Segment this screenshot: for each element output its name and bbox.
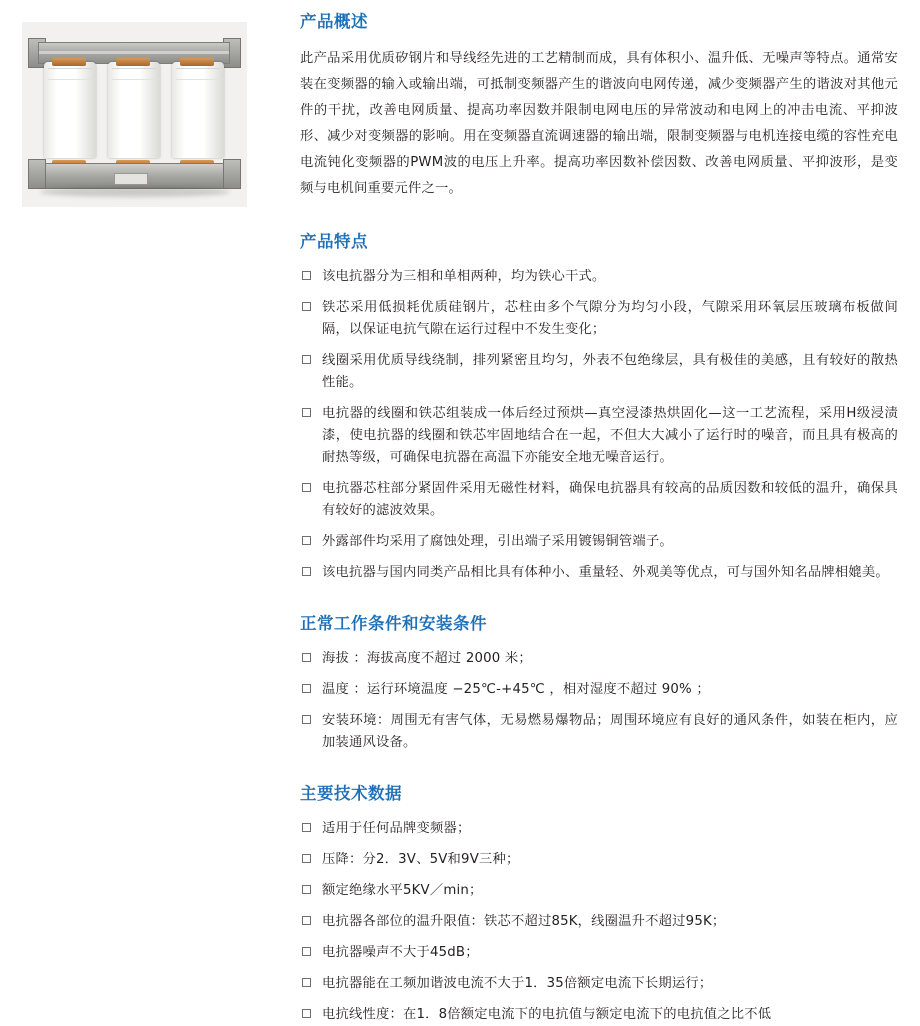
list-item bbox=[300, 973, 898, 995]
section-title-overview: 产品概述 bbox=[300, 12, 368, 31]
checkbox-icon bbox=[302, 302, 311, 311]
specs-list bbox=[300, 818, 898, 1026]
checkbox-icon bbox=[302, 684, 311, 693]
list-item bbox=[300, 266, 898, 288]
list-item bbox=[300, 849, 898, 871]
list-item bbox=[300, 350, 898, 394]
list-item-text: 该电抗器与国内同类产品相比具有体种小、重量轻、外观美等优点，可与国外知名品牌相媲美。 bbox=[322, 565, 889, 580]
checkbox-icon bbox=[302, 567, 311, 576]
list-item-text: 适用于任何品牌变频器； bbox=[322, 821, 471, 836]
list-item bbox=[300, 818, 898, 840]
list-item bbox=[300, 710, 898, 754]
list-item-text: 压降：分2．3V、5V和9V三种； bbox=[322, 852, 520, 867]
features-list bbox=[300, 266, 898, 584]
checkbox-icon bbox=[302, 408, 311, 417]
list-item bbox=[300, 679, 898, 701]
checkbox-icon bbox=[302, 1009, 311, 1018]
list-item bbox=[300, 297, 898, 341]
checkbox-icon bbox=[302, 978, 311, 987]
list-item-text: 铁芯采用低损耗优质硅钢片，芯柱由多个气隙分为均匀小段，气隙采用环氧层压玻璃布板做间隔，以保证电抗气隙在运行过程中不发生变化； bbox=[322, 300, 898, 337]
mounting-ear-bottom-right bbox=[223, 159, 241, 189]
list-item-text: 安装环境：周围无有害气体，无易燃易爆物品；周围环境应有良好的通风条件，如装在柜内，应加装通风设备。 bbox=[322, 713, 898, 750]
list-item-text: 外露部件均采用了腐蚀处理，引出端子采用镀锡铜管端子。 bbox=[322, 534, 673, 549]
product-image-column bbox=[0, 0, 300, 901]
list-item bbox=[300, 531, 898, 553]
checkbox-icon bbox=[302, 715, 311, 724]
checkbox-icon bbox=[302, 653, 311, 662]
list-item-text: 电抗器噪声不大于45dB； bbox=[322, 945, 479, 960]
list-item bbox=[300, 478, 898, 522]
photo-shadow bbox=[40, 187, 230, 197]
conditions-list bbox=[300, 648, 898, 754]
list-item bbox=[300, 911, 898, 933]
list-item-text: 电抗线性度：在1．8倍额定电流下的电抗值与额定电流下的电抗值之比不低 bbox=[322, 1007, 772, 1022]
list-item bbox=[300, 562, 898, 584]
checkbox-icon bbox=[302, 536, 311, 545]
section-title-features: 产品特点 bbox=[300, 232, 368, 251]
checkbox-icon bbox=[302, 885, 311, 894]
list-item bbox=[300, 1004, 898, 1026]
list-item bbox=[300, 403, 898, 469]
list-item-text: 电抗器芯柱部分紧固件采用无磁性材料，确保电抗器具有较高的品质因数和较低的温升，确保具有较好的滤波效果。 bbox=[322, 481, 898, 518]
section-title-specs: 主要技术数据 bbox=[300, 784, 402, 803]
copper-terminal-top-2 bbox=[116, 58, 150, 66]
list-item-text: 海拔 ：海拔高度不超过 2000 米； bbox=[322, 651, 532, 666]
list-item bbox=[300, 942, 898, 964]
checkbox-icon bbox=[302, 854, 311, 863]
coil-phase-1 bbox=[44, 62, 96, 158]
section-technical-data bbox=[300, 780, 898, 1026]
section-overview bbox=[300, 0, 898, 202]
nameplate-label bbox=[114, 173, 148, 185]
list-item bbox=[300, 880, 898, 902]
list-item-text: 该电抗器分为三相和单相两种，均为铁心干式。 bbox=[322, 269, 606, 284]
list-item-text: 电抗器各部位的温升限值：铁芯不超过85K，线圈温升不超过95K； bbox=[322, 914, 726, 929]
checkbox-icon bbox=[302, 271, 311, 280]
copper-terminal-top-1 bbox=[52, 58, 86, 66]
section-features bbox=[300, 228, 898, 584]
product-photo-inner bbox=[22, 22, 247, 207]
list-item-text: 电抗器的线圈和铁芯组装成一体后经过预烘—真空浸漆热烘固化—这一工艺流程，采用H级浸渍漆，使电抗器的线圈和铁芯牢固地结合在一起，不但大大减小了运行时的噪音，而且具有极高的耐热等级，可确保电抗器在高温下亦能安全地无噪音运行。 bbox=[322, 406, 898, 465]
section-title-conditions: 正常工作条件和安装条件 bbox=[300, 614, 487, 633]
section-operating-conditions bbox=[300, 610, 898, 754]
checkbox-icon bbox=[302, 483, 311, 492]
list-item bbox=[300, 648, 898, 670]
checkbox-icon bbox=[302, 947, 311, 956]
list-item-text: 线圈采用优质导线绕制，排列紧密且均匀，外表不包绝缘层，具有极佳的美感，且有较好的散热性能。 bbox=[322, 353, 898, 390]
mounting-ear-bottom-left bbox=[28, 159, 46, 189]
list-item-text: 温度 ：运行环境温度 −25℃-+45℃ ，相对湿度不超过 90% ； bbox=[322, 682, 710, 697]
overview-paragraph: 此产品采用优质矽钢片和导线经先进的工艺精制而成，具有体积小、温升低、无噪声等特点。通常安装在变频器的输入或输出端，可抵制变频器产生的谐波向电网传递，减少变频器产生的谐波对其他元件的干扰，改善电网质量、提高功率因数并限制电网电压的异常波动和电网上的冲击电流、平抑波形、减少对变频器的影响。用在变频器直流调速器的输出端，限制变频器与电机连接电缆的容性充电电流钝化变频器的PWM波的电压上升率。提高功率因数补偿因数、改善电网质量、平抑波形，是变频与电机间重要元件之一。 bbox=[300, 51, 898, 196]
product-photo bbox=[22, 22, 247, 207]
coil-phase-3 bbox=[172, 62, 224, 158]
content-column bbox=[300, 0, 920, 1022]
list-item-text: 电抗器能在工频加谐波电流不大于1．35倍额定电流下长期运行； bbox=[322, 976, 713, 991]
checkbox-icon bbox=[302, 355, 311, 364]
checkbox-icon bbox=[302, 823, 311, 832]
checkbox-icon bbox=[302, 916, 311, 925]
copper-terminal-top-3 bbox=[180, 58, 214, 66]
list-item-text: 额定绝缘水平5KV／min； bbox=[322, 883, 483, 898]
coil-phase-2 bbox=[108, 62, 160, 158]
